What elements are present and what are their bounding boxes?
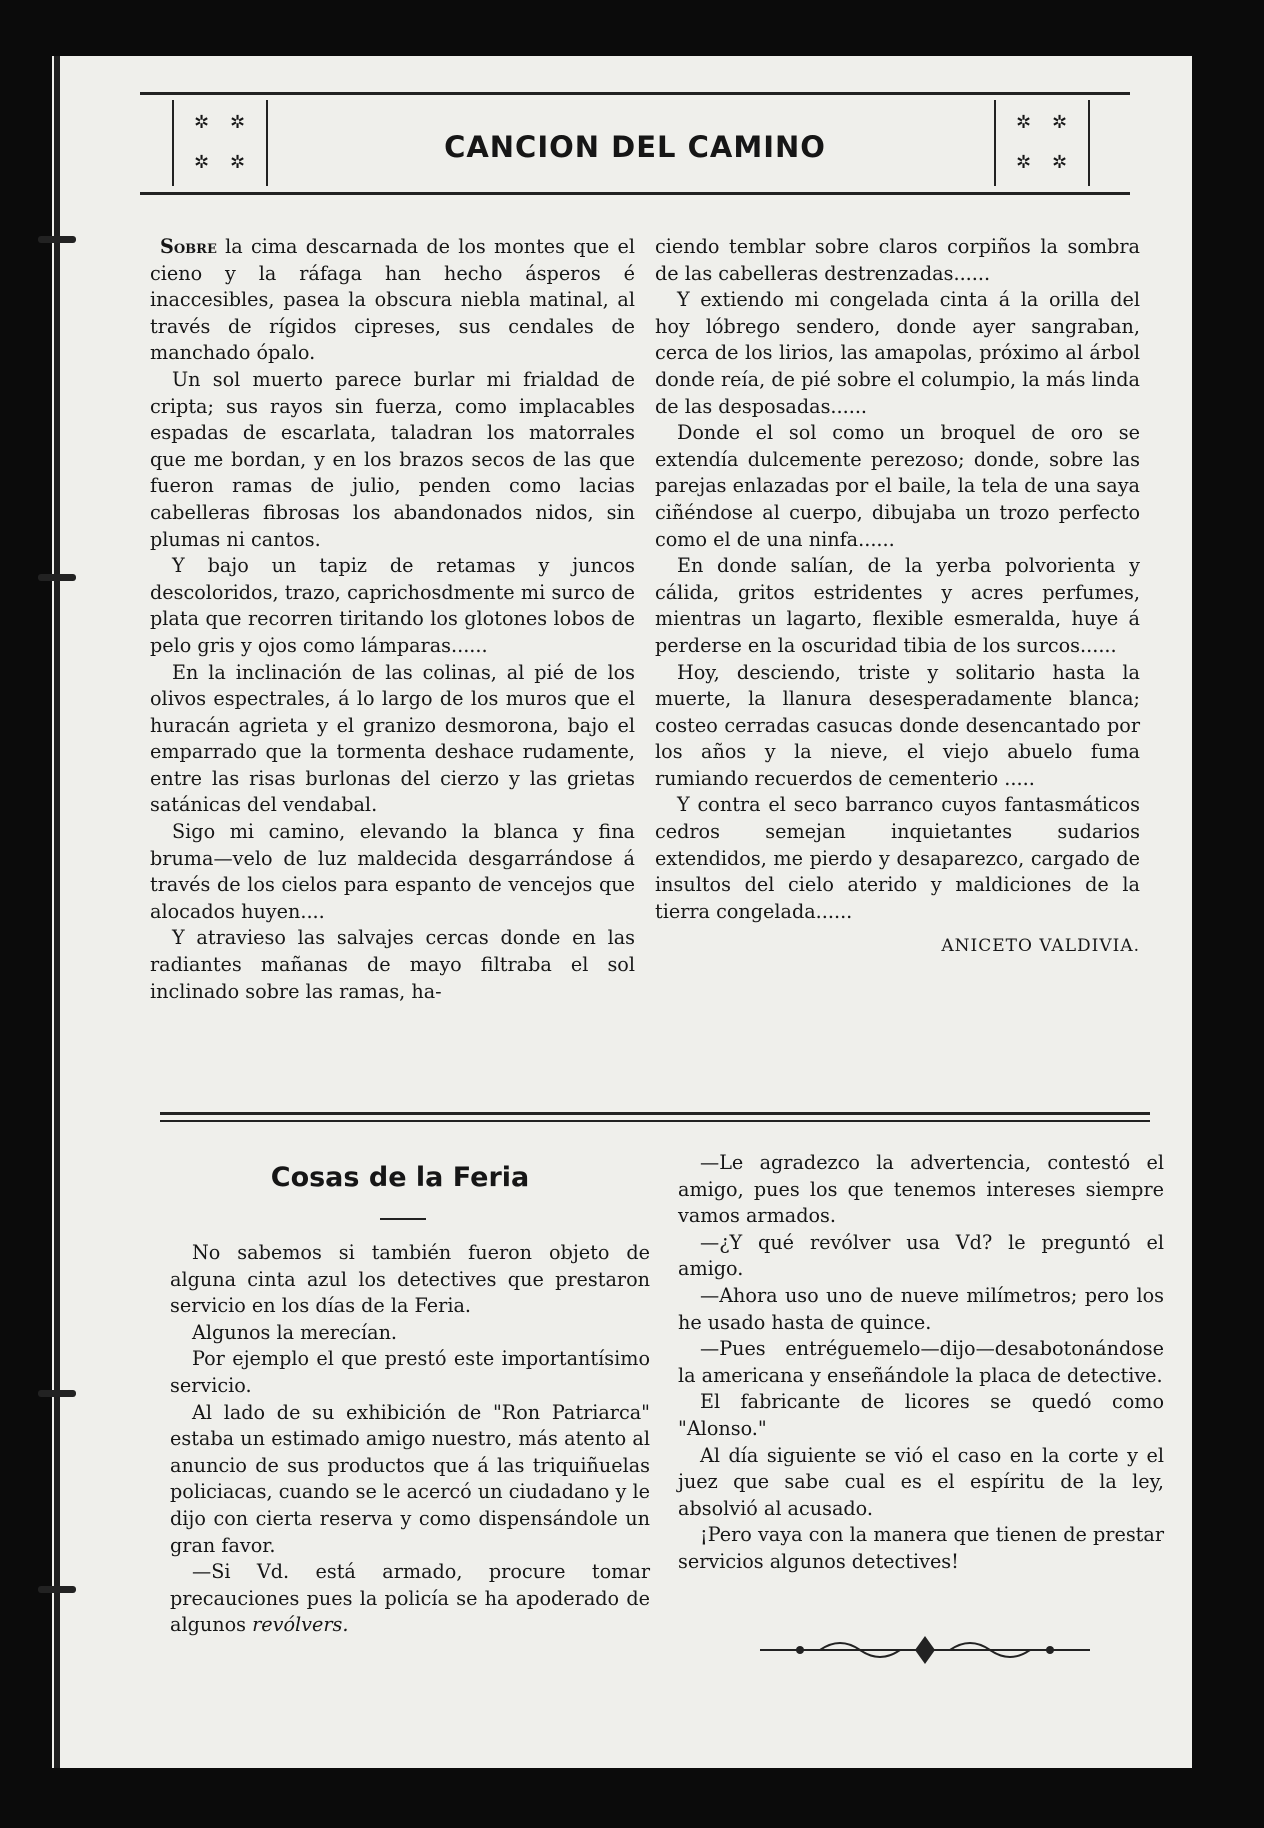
paragraph: —¿Y qué revólver usa Vd? le preguntó el amigo. [678, 1230, 1164, 1281]
page-binding [54, 56, 60, 1768]
paragraph: Y bajo un tapiz de retamas y juncos descoloridos, trazo, caprichosdmente mi surco de plata que recorren tiritando los glotones lobos de pelo gris y ojos como lámparas...... [150, 554, 635, 657]
star-icon: ✲ [1016, 152, 1032, 173]
binding-knob [38, 236, 76, 243]
paragraph: Donde el sol como un broquel de oro se extendía dulcemente perezoso; donde, sobre las parejas enlazadas por el baile, la tela de una saya ciñéndose al cuerpo, dibujaba un trozo perfecto como el de una ninfa...... [655, 421, 1140, 551]
star-icon: ✲ [1016, 112, 1032, 133]
star-ornament-left [172, 100, 268, 186]
header-rule [140, 192, 1130, 195]
star-ornament-right [994, 100, 1090, 186]
lead-word: Sobre [160, 235, 217, 258]
star-icon: ✲ [194, 152, 210, 173]
star-icon: ✲ [230, 152, 246, 173]
paragraph: —Pues entréguemelo—dijo—desabotonándose la americana y enseñándole la placa de detective. [678, 1337, 1164, 1387]
paragraph: ciendo temblar sobre claros corpiños la sombra de las cabelleras destrenzadas...... [655, 235, 1140, 285]
paragraph: ¡Pero vaya con la manera que tienen de prestar servicios algunos detectives! [678, 1523, 1164, 1573]
section-divider [160, 1112, 1150, 1115]
italic-word: revólvers. [252, 1613, 349, 1637]
star-icon: ✲ [230, 112, 246, 133]
paragraph: Por ejemplo el que prestó este importantísimo servicio. [170, 1347, 650, 1397]
paragraph: No sabemos si también fueron objeto de alguna cinta azul los detectives que prestaron servicio en los días de la Feria. [170, 1241, 650, 1318]
feria-column-right [678, 1150, 1164, 1576]
paragraph: Y atravieso las salvajes cercas donde en las radiantes mañanas de mayo filtraba el sol inclinado sobre las ramas, ha- [150, 926, 635, 1003]
paragraph: —Le agradezco la advertencia, contestó el amigo, pues los que tenemos intereses siempre vamos armados. [678, 1151, 1164, 1228]
page-title: CANCION DEL CAMINO [444, 130, 826, 164]
paragraph: Y contra el seco barranco cuyos fantasmáticos cedros semejan inquietantes sudarios extendidos, me pierdo y desaparezco, cargado de insultos del cielo aterido y maldiciones de la tierra congelada...... [655, 793, 1140, 923]
paragraph: —Ahora uso uno de nueve milímetros; pero los he usado hasta de quince. [678, 1283, 1164, 1334]
star-icon: ✲ [1052, 112, 1068, 133]
paragraph: —Si Vd. está armado, procure tomar precauciones pues la policía se ha apoderado de algunos revólvers. [170, 1560, 650, 1637]
section-title: Cosas de la Feria [270, 1162, 530, 1193]
paragraph: Sobre la cima descarnada de los montes que el cieno y la ráfaga han hecho ásperos é inaccesibles, pasea la obscura niebla matinal, al través de rígidos cipreses, sus cendales de manchado ópalo. [150, 235, 635, 365]
star-icon: ✲ [1052, 152, 1068, 173]
binding-knob [38, 574, 76, 581]
feria-column-left [170, 1240, 650, 1639]
header-rule [140, 92, 1130, 95]
star-icon: ✲ [194, 112, 210, 133]
binding-knob [38, 1586, 76, 1593]
ornament-flourish-icon [760, 1632, 1090, 1668]
article-header [140, 92, 1130, 198]
paragraph: Un sol muerto parece burlar mi frialdad de cripta; sus rayos sin fuerza, como implacables espadas de escarlata, taladran los matorrales que me bordan, y en los brazos secos de las que fueron ramas de julio, penden como lacias cabelleras fibrosas los abandonados nidos, sin plumas ni cantos. [150, 367, 635, 551]
paragraph: El fabricante de licores se quedó como "Alonso." [678, 1390, 1164, 1440]
binding-knob [38, 1390, 76, 1397]
cancion-column-right [655, 234, 1140, 960]
section-divider [160, 1120, 1150, 1122]
paragraph: En donde salían, de la yerba polvorienta y cálida, gritos estridentes y acres perfumes, mientras un lagarto, flexible esmeralda, huye á perderse en la oscuridad tibia de los surcos...... [655, 554, 1140, 657]
paragraph: Y extiendo mi congelada cinta á la orilla del hoy lóbrego sendero, donde ayer sangraban, cerca de los lirios, las amapolas, próximo al árbol donde reía, de pié sobre el columpio, la más linda de las desposadas...... [655, 288, 1140, 418]
title-dash [380, 1218, 426, 1220]
paragraph: Algunos la merecían. [192, 1320, 398, 1344]
cancion-column-left [150, 234, 635, 1005]
paragraph: Sigo mi camino, elevando la blanca y fina bruma—velo de luz maldecida desgarrándose á través de los cielos para espanto de vencejos que alocados huyen.... [150, 820, 635, 923]
paragraph: Al día siguiente se vió el caso en la corte y el juez que sabe cual es el espíritu de la ley, absolvió al acusado. [678, 1443, 1164, 1520]
paragraph: Hoy, desciendo, triste y solitario hasta la muerte, la llanura desesperadamente blanca; costeo cerradas casucas donde desencantado por los años y la nieve, el viejo abuelo fuma rumiando recuerdos de cementerio ..... [655, 660, 1140, 790]
author-signature: ANICETO VALDIVIA. [941, 936, 1140, 957]
paragraph: Al lado de su exhibición de "Ron Patriarca" estaba un estimado amigo nuestro, más atento al anuncio de sus productos que á las triquiñuelas policiacas, cuando se le acercó un ciudadano y le dijo con cierta reserva y como dispensándole un gran favor. [170, 1400, 650, 1557]
paragraph: En la inclinación de las colinas, al pié de los olivos espectrales, á lo largo de los muros que el huracán agrieta y el granizo desmorona, bajo el emparrado que la tormenta deshace rudamente, entre las risas burlonas del cierzo y las grietas satánicas del vendabal. [150, 660, 635, 817]
